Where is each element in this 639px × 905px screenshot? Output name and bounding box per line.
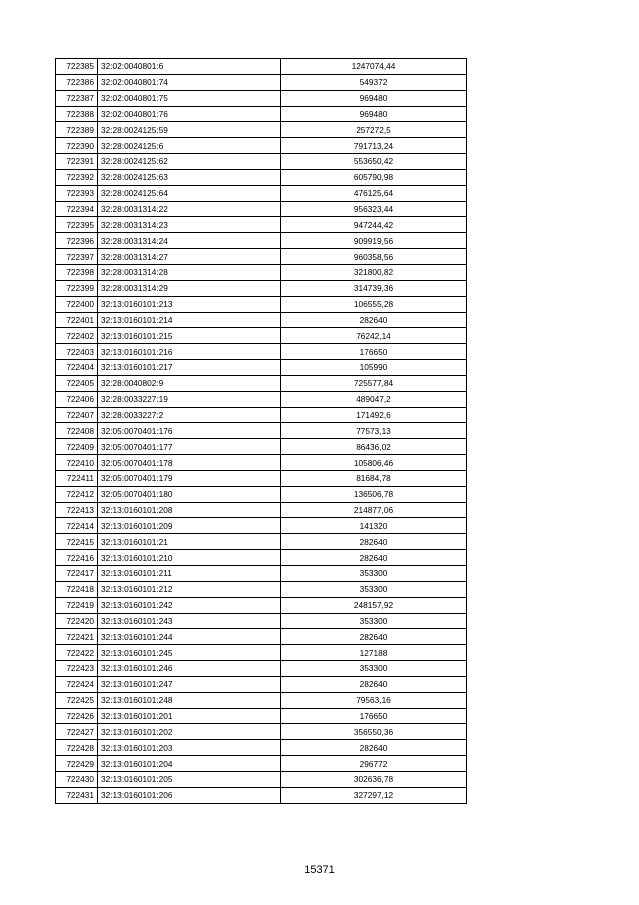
row-number-cell: 722387 <box>56 90 98 106</box>
row-number-cell: 722389 <box>56 122 98 138</box>
table-row <box>56 344 467 360</box>
cadastral-number-cell: 32:28:0040802:9 <box>98 375 281 391</box>
table-row <box>56 787 467 803</box>
table-row <box>56 169 467 185</box>
value-cell: 282640 <box>281 740 467 756</box>
row-number-cell: 722407 <box>56 407 98 423</box>
cadastral-number-cell: 32:28:0031314:22 <box>98 201 281 217</box>
table-row <box>56 264 467 280</box>
cadastral-number-cell: 32:13:0160101:210 <box>98 550 281 566</box>
cadastral-number-cell: 32:28:0024125:63 <box>98 169 281 185</box>
value-cell: 282640 <box>281 629 467 645</box>
value-cell: 353300 <box>281 661 467 677</box>
cadastral-number-cell: 32:13:0160101:248 <box>98 692 281 708</box>
cadastral-number-cell: 32:28:0031314:28 <box>98 264 281 280</box>
cadastral-number-cell: 32:13:0160101:217 <box>98 360 281 376</box>
row-number-cell: 722411 <box>56 470 98 486</box>
table-row <box>56 74 467 90</box>
table-row <box>56 280 467 296</box>
value-cell: 605790,98 <box>281 169 467 185</box>
cadastral-number-cell: 32:02:0040801:74 <box>98 74 281 90</box>
value-cell: 176650 <box>281 708 467 724</box>
value-cell: 969480 <box>281 90 467 106</box>
table-row <box>56 375 467 391</box>
value-cell: 296772 <box>281 756 467 772</box>
cadastral-number-cell: 32:05:0070401:180 <box>98 486 281 502</box>
value-cell: 127188 <box>281 645 467 661</box>
value-cell: 1247074,44 <box>281 59 467 75</box>
table-row <box>56 249 467 265</box>
row-number-cell: 722420 <box>56 613 98 629</box>
cadastral-number-cell: 32:13:0160101:242 <box>98 597 281 613</box>
cadastral-number-cell: 32:28:0024125:64 <box>98 185 281 201</box>
table-row <box>56 154 467 170</box>
value-cell: 106555,28 <box>281 296 467 312</box>
value-cell: 969480 <box>281 106 467 122</box>
value-cell: 302636,78 <box>281 771 467 787</box>
cadastral-number-cell: 32:13:0160101:203 <box>98 740 281 756</box>
table-row <box>56 661 467 677</box>
cadastral-number-cell: 32:13:0160101:245 <box>98 645 281 661</box>
row-number-cell: 722415 <box>56 534 98 550</box>
value-cell: 725577,84 <box>281 375 467 391</box>
table-row <box>56 486 467 502</box>
cadastral-number-cell: 32:13:0160101:214 <box>98 312 281 328</box>
table-row <box>56 502 467 518</box>
value-cell: 956323,44 <box>281 201 467 217</box>
row-number-cell: 722406 <box>56 391 98 407</box>
row-number-cell: 722422 <box>56 645 98 661</box>
table-row <box>56 106 467 122</box>
table-row <box>56 201 467 217</box>
row-number-cell: 722385 <box>56 59 98 75</box>
value-cell: 282640 <box>281 312 467 328</box>
row-number-cell: 722386 <box>56 74 98 90</box>
cadastral-number-cell: 32:05:0070401:178 <box>98 455 281 471</box>
row-number-cell: 722425 <box>56 692 98 708</box>
row-number-cell: 722394 <box>56 201 98 217</box>
value-cell: 86436,02 <box>281 439 467 455</box>
row-number-cell: 722404 <box>56 360 98 376</box>
value-cell: 476125,64 <box>281 185 467 201</box>
row-number-cell: 722403 <box>56 344 98 360</box>
value-cell: 960358,56 <box>281 249 467 265</box>
cadastral-number-cell: 32:13:0160101:204 <box>98 756 281 772</box>
row-number-cell: 722429 <box>56 756 98 772</box>
row-number-cell: 722405 <box>56 375 98 391</box>
cadastral-number-cell: 32:02:0040801:75 <box>98 90 281 106</box>
value-cell: 171492,6 <box>281 407 467 423</box>
value-cell: 909919,56 <box>281 233 467 249</box>
row-number-cell: 722393 <box>56 185 98 201</box>
value-cell: 257272,5 <box>281 122 467 138</box>
value-cell: 176650 <box>281 344 467 360</box>
table-row <box>56 771 467 787</box>
table-row <box>56 581 467 597</box>
row-number-cell: 722391 <box>56 154 98 170</box>
cadastral-number-cell: 32:13:0160101:212 <box>98 581 281 597</box>
value-cell: 356550,36 <box>281 724 467 740</box>
cadastral-number-cell: 32:13:0160101:213 <box>98 296 281 312</box>
cadastral-number-cell: 32:13:0160101:205 <box>98 771 281 787</box>
value-cell: 549372 <box>281 74 467 90</box>
cadastral-number-cell: 32:28:0024125:59 <box>98 122 281 138</box>
table-row <box>56 740 467 756</box>
value-cell: 353300 <box>281 613 467 629</box>
table-row <box>56 312 467 328</box>
value-cell: 321800,82 <box>281 264 467 280</box>
row-number-cell: 722400 <box>56 296 98 312</box>
row-number-cell: 722430 <box>56 771 98 787</box>
table-row <box>56 59 467 75</box>
value-cell: 248157,92 <box>281 597 467 613</box>
value-cell: 76242,14 <box>281 328 467 344</box>
table-row <box>56 550 467 566</box>
value-cell: 105990 <box>281 360 467 376</box>
cadastral-value-table <box>55 58 467 804</box>
cadastral-number-cell: 32:28:0031314:27 <box>98 249 281 265</box>
row-number-cell: 722401 <box>56 312 98 328</box>
value-cell: 791713,24 <box>281 138 467 154</box>
row-number-cell: 722427 <box>56 724 98 740</box>
table-row <box>56 122 467 138</box>
cadastral-number-cell: 32:13:0160101:216 <box>98 344 281 360</box>
value-cell: 947244,42 <box>281 217 467 233</box>
row-number-cell: 722423 <box>56 661 98 677</box>
row-number-cell: 722392 <box>56 169 98 185</box>
value-cell: 553650,42 <box>281 154 467 170</box>
table-row <box>56 645 467 661</box>
cadastral-number-cell: 32:13:0160101:21 <box>98 534 281 550</box>
value-cell: 282640 <box>281 676 467 692</box>
cadastral-number-cell: 32:13:0160101:209 <box>98 518 281 534</box>
cadastral-number-cell: 32:13:0160101:211 <box>98 566 281 582</box>
row-number-cell: 722399 <box>56 280 98 296</box>
row-number-cell: 722388 <box>56 106 98 122</box>
table-row <box>56 233 467 249</box>
row-number-cell: 722410 <box>56 455 98 471</box>
row-number-cell: 722428 <box>56 740 98 756</box>
value-cell: 282640 <box>281 550 467 566</box>
value-cell: 79563,16 <box>281 692 467 708</box>
row-number-cell: 722431 <box>56 787 98 803</box>
cadastral-number-cell: 32:13:0160101:244 <box>98 629 281 645</box>
cadastral-number-cell: 32:05:0070401:176 <box>98 423 281 439</box>
cadastral-number-cell: 32:13:0160101:215 <box>98 328 281 344</box>
cadastral-number-cell: 32:13:0160101:208 <box>98 502 281 518</box>
value-cell: 282640 <box>281 534 467 550</box>
row-number-cell: 722421 <box>56 629 98 645</box>
value-cell: 353300 <box>281 581 467 597</box>
table-row <box>56 360 467 376</box>
cadastral-number-cell: 32:28:0033227:2 <box>98 407 281 423</box>
row-number-cell: 722395 <box>56 217 98 233</box>
row-number-cell: 722414 <box>56 518 98 534</box>
table-row <box>56 407 467 423</box>
row-number-cell: 722408 <box>56 423 98 439</box>
table-row <box>56 455 467 471</box>
table-row <box>56 676 467 692</box>
cadastral-number-cell: 32:02:0040801:6 <box>98 59 281 75</box>
table-row <box>56 692 467 708</box>
table-row <box>56 518 467 534</box>
row-number-cell: 722424 <box>56 676 98 692</box>
table-row <box>56 423 467 439</box>
row-number-cell: 722409 <box>56 439 98 455</box>
row-number-cell: 722390 <box>56 138 98 154</box>
cadastral-number-cell: 32:28:0031314:29 <box>98 280 281 296</box>
table-row <box>56 439 467 455</box>
table-row <box>56 597 467 613</box>
table-row <box>56 328 467 344</box>
cadastral-number-cell: 32:13:0160101:201 <box>98 708 281 724</box>
row-number-cell: 722398 <box>56 264 98 280</box>
cadastral-number-cell: 32:02:0040801:76 <box>98 106 281 122</box>
value-cell: 81684,78 <box>281 470 467 486</box>
cadastral-number-cell: 32:13:0160101:243 <box>98 613 281 629</box>
cadastral-number-cell: 32:28:0024125:62 <box>98 154 281 170</box>
row-number-cell: 722396 <box>56 233 98 249</box>
table-row <box>56 756 467 772</box>
row-number-cell: 722426 <box>56 708 98 724</box>
value-cell: 214877,06 <box>281 502 467 518</box>
row-number-cell: 722412 <box>56 486 98 502</box>
table-row <box>56 138 467 154</box>
table-row <box>56 470 467 486</box>
table-row <box>56 534 467 550</box>
table-row <box>56 296 467 312</box>
value-cell: 314739,36 <box>281 280 467 296</box>
table-row <box>56 391 467 407</box>
table-row <box>56 185 467 201</box>
table-body <box>56 59 467 804</box>
cadastral-number-cell: 32:05:0070401:177 <box>98 439 281 455</box>
table-row <box>56 708 467 724</box>
row-number-cell: 722419 <box>56 597 98 613</box>
cadastral-number-cell: 32:28:0031314:23 <box>98 217 281 233</box>
cadastral-number-cell: 32:13:0160101:247 <box>98 676 281 692</box>
row-number-cell: 722418 <box>56 581 98 597</box>
value-cell: 353300 <box>281 566 467 582</box>
value-cell: 77573,13 <box>281 423 467 439</box>
value-cell: 327297,12 <box>281 787 467 803</box>
row-number-cell: 722413 <box>56 502 98 518</box>
table-row <box>56 566 467 582</box>
cadastral-number-cell: 32:13:0160101:206 <box>98 787 281 803</box>
value-cell: 141320 <box>281 518 467 534</box>
cadastral-number-cell: 32:28:0024125:6 <box>98 138 281 154</box>
value-cell: 489047,2 <box>281 391 467 407</box>
table-row <box>56 724 467 740</box>
row-number-cell: 722417 <box>56 566 98 582</box>
cadastral-number-cell: 32:28:0033227:19 <box>98 391 281 407</box>
cadastral-number-cell: 32:13:0160101:246 <box>98 661 281 677</box>
table-row <box>56 629 467 645</box>
cadastral-number-cell: 32:28:0031314:24 <box>98 233 281 249</box>
value-cell: 136506,78 <box>281 486 467 502</box>
value-cell: 105806,46 <box>281 455 467 471</box>
row-number-cell: 722397 <box>56 249 98 265</box>
cadastral-number-cell: 32:13:0160101:202 <box>98 724 281 740</box>
table-row <box>56 90 467 106</box>
table-row <box>56 613 467 629</box>
page-number: 15371 <box>304 864 335 876</box>
row-number-cell: 722402 <box>56 328 98 344</box>
table-row <box>56 217 467 233</box>
cadastral-number-cell: 32:05:0070401:179 <box>98 470 281 486</box>
row-number-cell: 722416 <box>56 550 98 566</box>
